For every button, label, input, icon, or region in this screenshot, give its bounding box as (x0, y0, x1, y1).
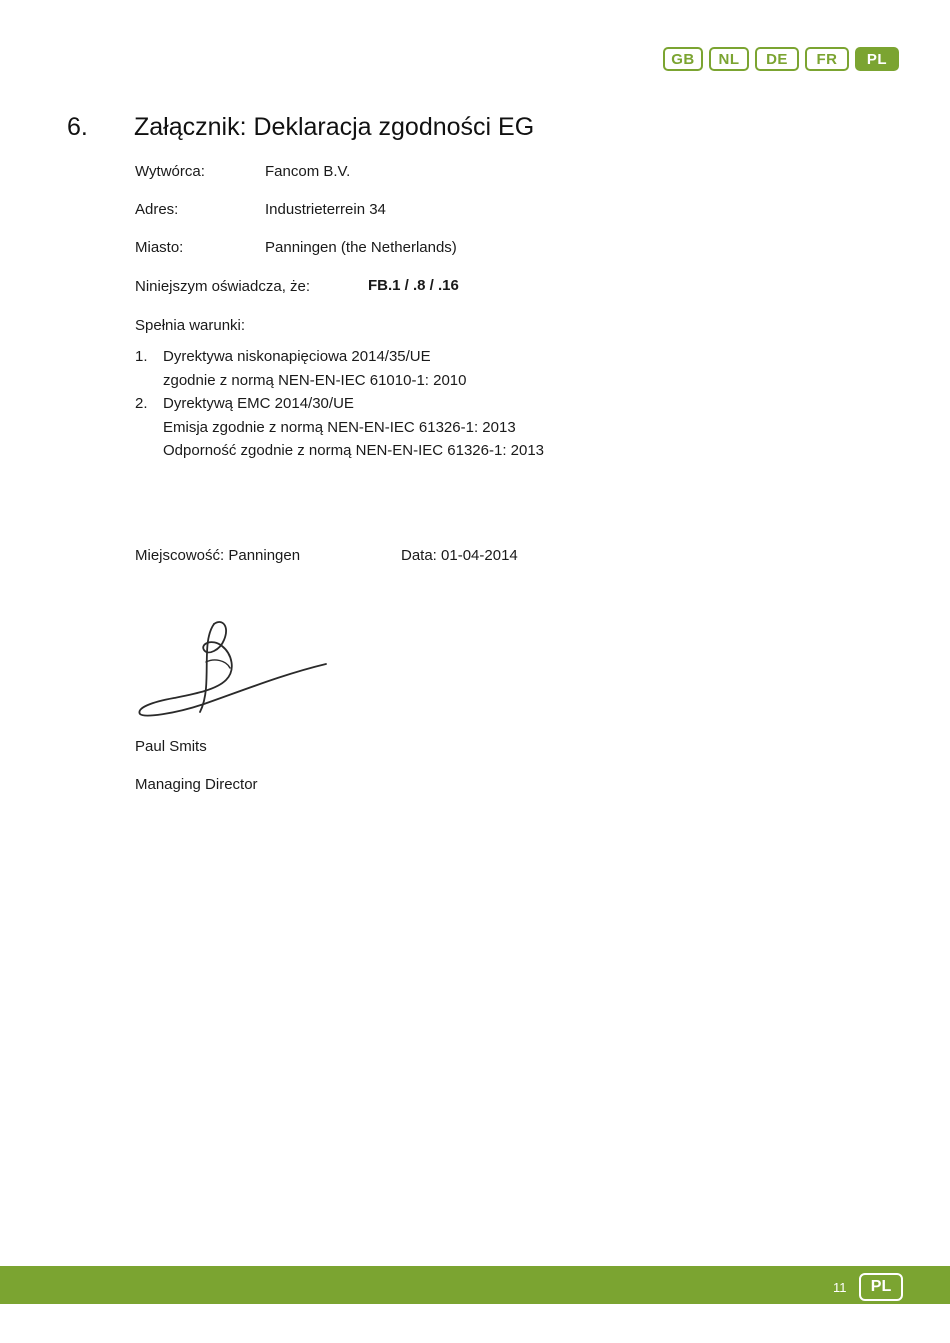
condition-line: Emisja zgodnie z normą NEN-EN-IEC 61326-1: 2013 (163, 418, 516, 436)
section-title-text: Załącznik: Deklaracja zgodności EG (134, 113, 535, 141)
condition-line: zgodnie z normą NEN-EN-IEC 61010-1: 2010 (163, 371, 467, 389)
lang-tab-nl[interactable]: NL (709, 47, 749, 71)
manufacturer-value: Fancom B.V. (265, 163, 351, 180)
condition-item-2 (135, 392, 544, 463)
condition-number: 1. (135, 348, 148, 365)
language-tabs (663, 47, 899, 71)
place-text: Miejscowość: Panningen (135, 547, 301, 564)
lang-tab-fr[interactable]: FR (805, 47, 849, 71)
condition-number: 2. (135, 395, 148, 412)
signer-name: Paul Smits (135, 738, 207, 755)
lang-tab-gb[interactable]: GB (663, 47, 703, 71)
condition-line: Odporność zgodnie z normą NEN-EN-IEC 61326-1: 2013 (163, 442, 545, 459)
city-value: Panningen (the Netherlands) (265, 239, 457, 256)
declaration-row (135, 277, 459, 295)
lang-tab-pl[interactable]: PL (855, 47, 899, 71)
city-label: Miasto: (135, 239, 184, 256)
signature-image (134, 618, 330, 718)
signer-role: Managing Director (135, 776, 258, 793)
footer-language-badge[interactable]: PL (859, 1273, 903, 1301)
condition-line: Dyrektywą EMC 2014/30/UE (163, 395, 354, 412)
section-number: 6. (67, 113, 88, 141)
page-number: 11 (833, 1280, 847, 1295)
conditions-label: Spełnia warunki: (135, 317, 246, 334)
product-code: FB.1 / .8 / .16 (368, 277, 459, 294)
condition-item-1 (135, 345, 544, 392)
condition-line: Dyrektywa niskonapięciowa 2014/35/UE (163, 348, 431, 365)
address-value: Industrieterrein 34 (265, 201, 386, 218)
manufacturer-label: Wytwórca: (135, 163, 205, 180)
lang-tab-de[interactable]: DE (755, 47, 799, 71)
declaration-text: Niniejszym oświadcza, że: (135, 278, 311, 295)
date-text: Data: 01-04-2014 (401, 547, 518, 564)
footer-bar (0, 1266, 950, 1304)
conditions-list (135, 345, 544, 463)
address-label: Adres: (135, 201, 179, 218)
